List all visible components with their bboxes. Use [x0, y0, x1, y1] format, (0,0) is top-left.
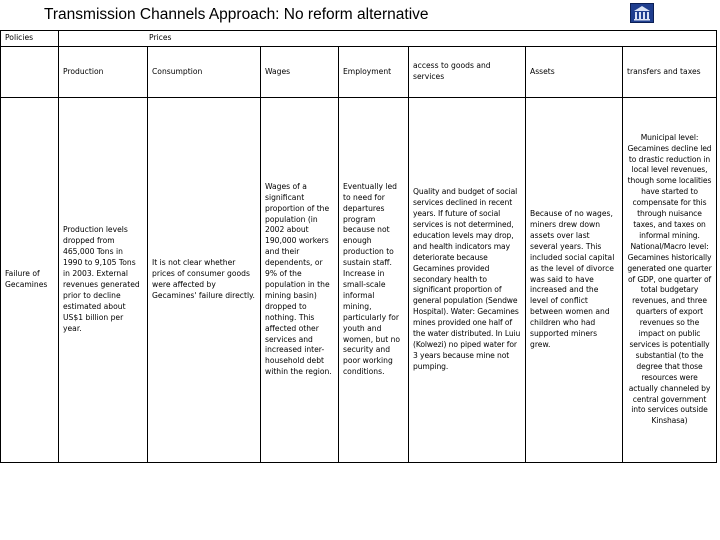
- column-header-row: [1, 47, 717, 98]
- table-row: [1, 98, 717, 463]
- access-cell: Quality and budget of social services declined in recent years. If future of social services is not determined, education levels may drop, and health indicators may deteriorate because Gecamines provided secondary health to significant proportion of general population (Sendwe Hospital). Water: Gecamines mines provided one half of the water distributed. In Luiu (Kolwezi) no piped water for 3 years because mine not pumping.: [409, 98, 526, 463]
- empty-header-cell: [1, 47, 59, 98]
- transfers-header: transfers and taxes: [623, 47, 717, 98]
- employment-cell: Eventually led to need for departures program because not enough production to sustain staff. Increase in small-scale informal mining, particularly for youth and women, but no security and poor working conditions.: [339, 98, 409, 463]
- production-header: Production: [59, 47, 148, 98]
- building-emblem-icon: [630, 3, 654, 23]
- transmission-channels-table: [0, 30, 717, 463]
- access-header: access to goods and services: [409, 47, 526, 98]
- transfers-cell: Municipal level: Gecamines decline led to drastic reduction in local level revenues, though some localities have started to compensate for this through nuisance taxes, and taxes on informal mining. National/Macro level: Gecamines historically generated one quarter of GDP, one quarter of total budgetary revenues, and three quarters of export revenues so the impact on public services is potentially substantial (to the degree that those resources were actually channeled by central government into services outside Kinshasa): [623, 98, 717, 463]
- wages-header: Wages: [261, 47, 339, 98]
- prices-header: Prices: [59, 31, 717, 47]
- production-cell: Production levels dropped from 465,000 Tons in 1990 to 9,105 Tons in 2003. External revenues generated prior to decline estimated about US$1 billion per year.: [59, 98, 148, 463]
- slide-title: Transmission Channels Approach: No reform alternative: [44, 6, 429, 23]
- assets-cell: Because of no wages, miners drew down assets over last several years. This included social capital as the level of divorce was said to have increased and the level of conflict between women and children who had supported miners grew.: [526, 98, 623, 463]
- policy-cell: Failure of Gecamines: [1, 98, 59, 463]
- consumption-header: Consumption: [148, 47, 261, 98]
- employment-header: Employment: [339, 47, 409, 98]
- wages-cell: Wages of a significant proportion of the population (in 2002 about 190,000 workers and their dependents, or 9% of the population in the mining basin) dropped to nothing. This affected other services and increased inter-household debt within the region.: [261, 98, 339, 463]
- consumption-cell: It is not clear whether prices of consumer goods were affected by Gecamines' failure directly.: [148, 98, 261, 463]
- top-header-row: [1, 31, 717, 47]
- policies-header: Policies: [1, 31, 59, 47]
- assets-header: Assets: [526, 47, 623, 98]
